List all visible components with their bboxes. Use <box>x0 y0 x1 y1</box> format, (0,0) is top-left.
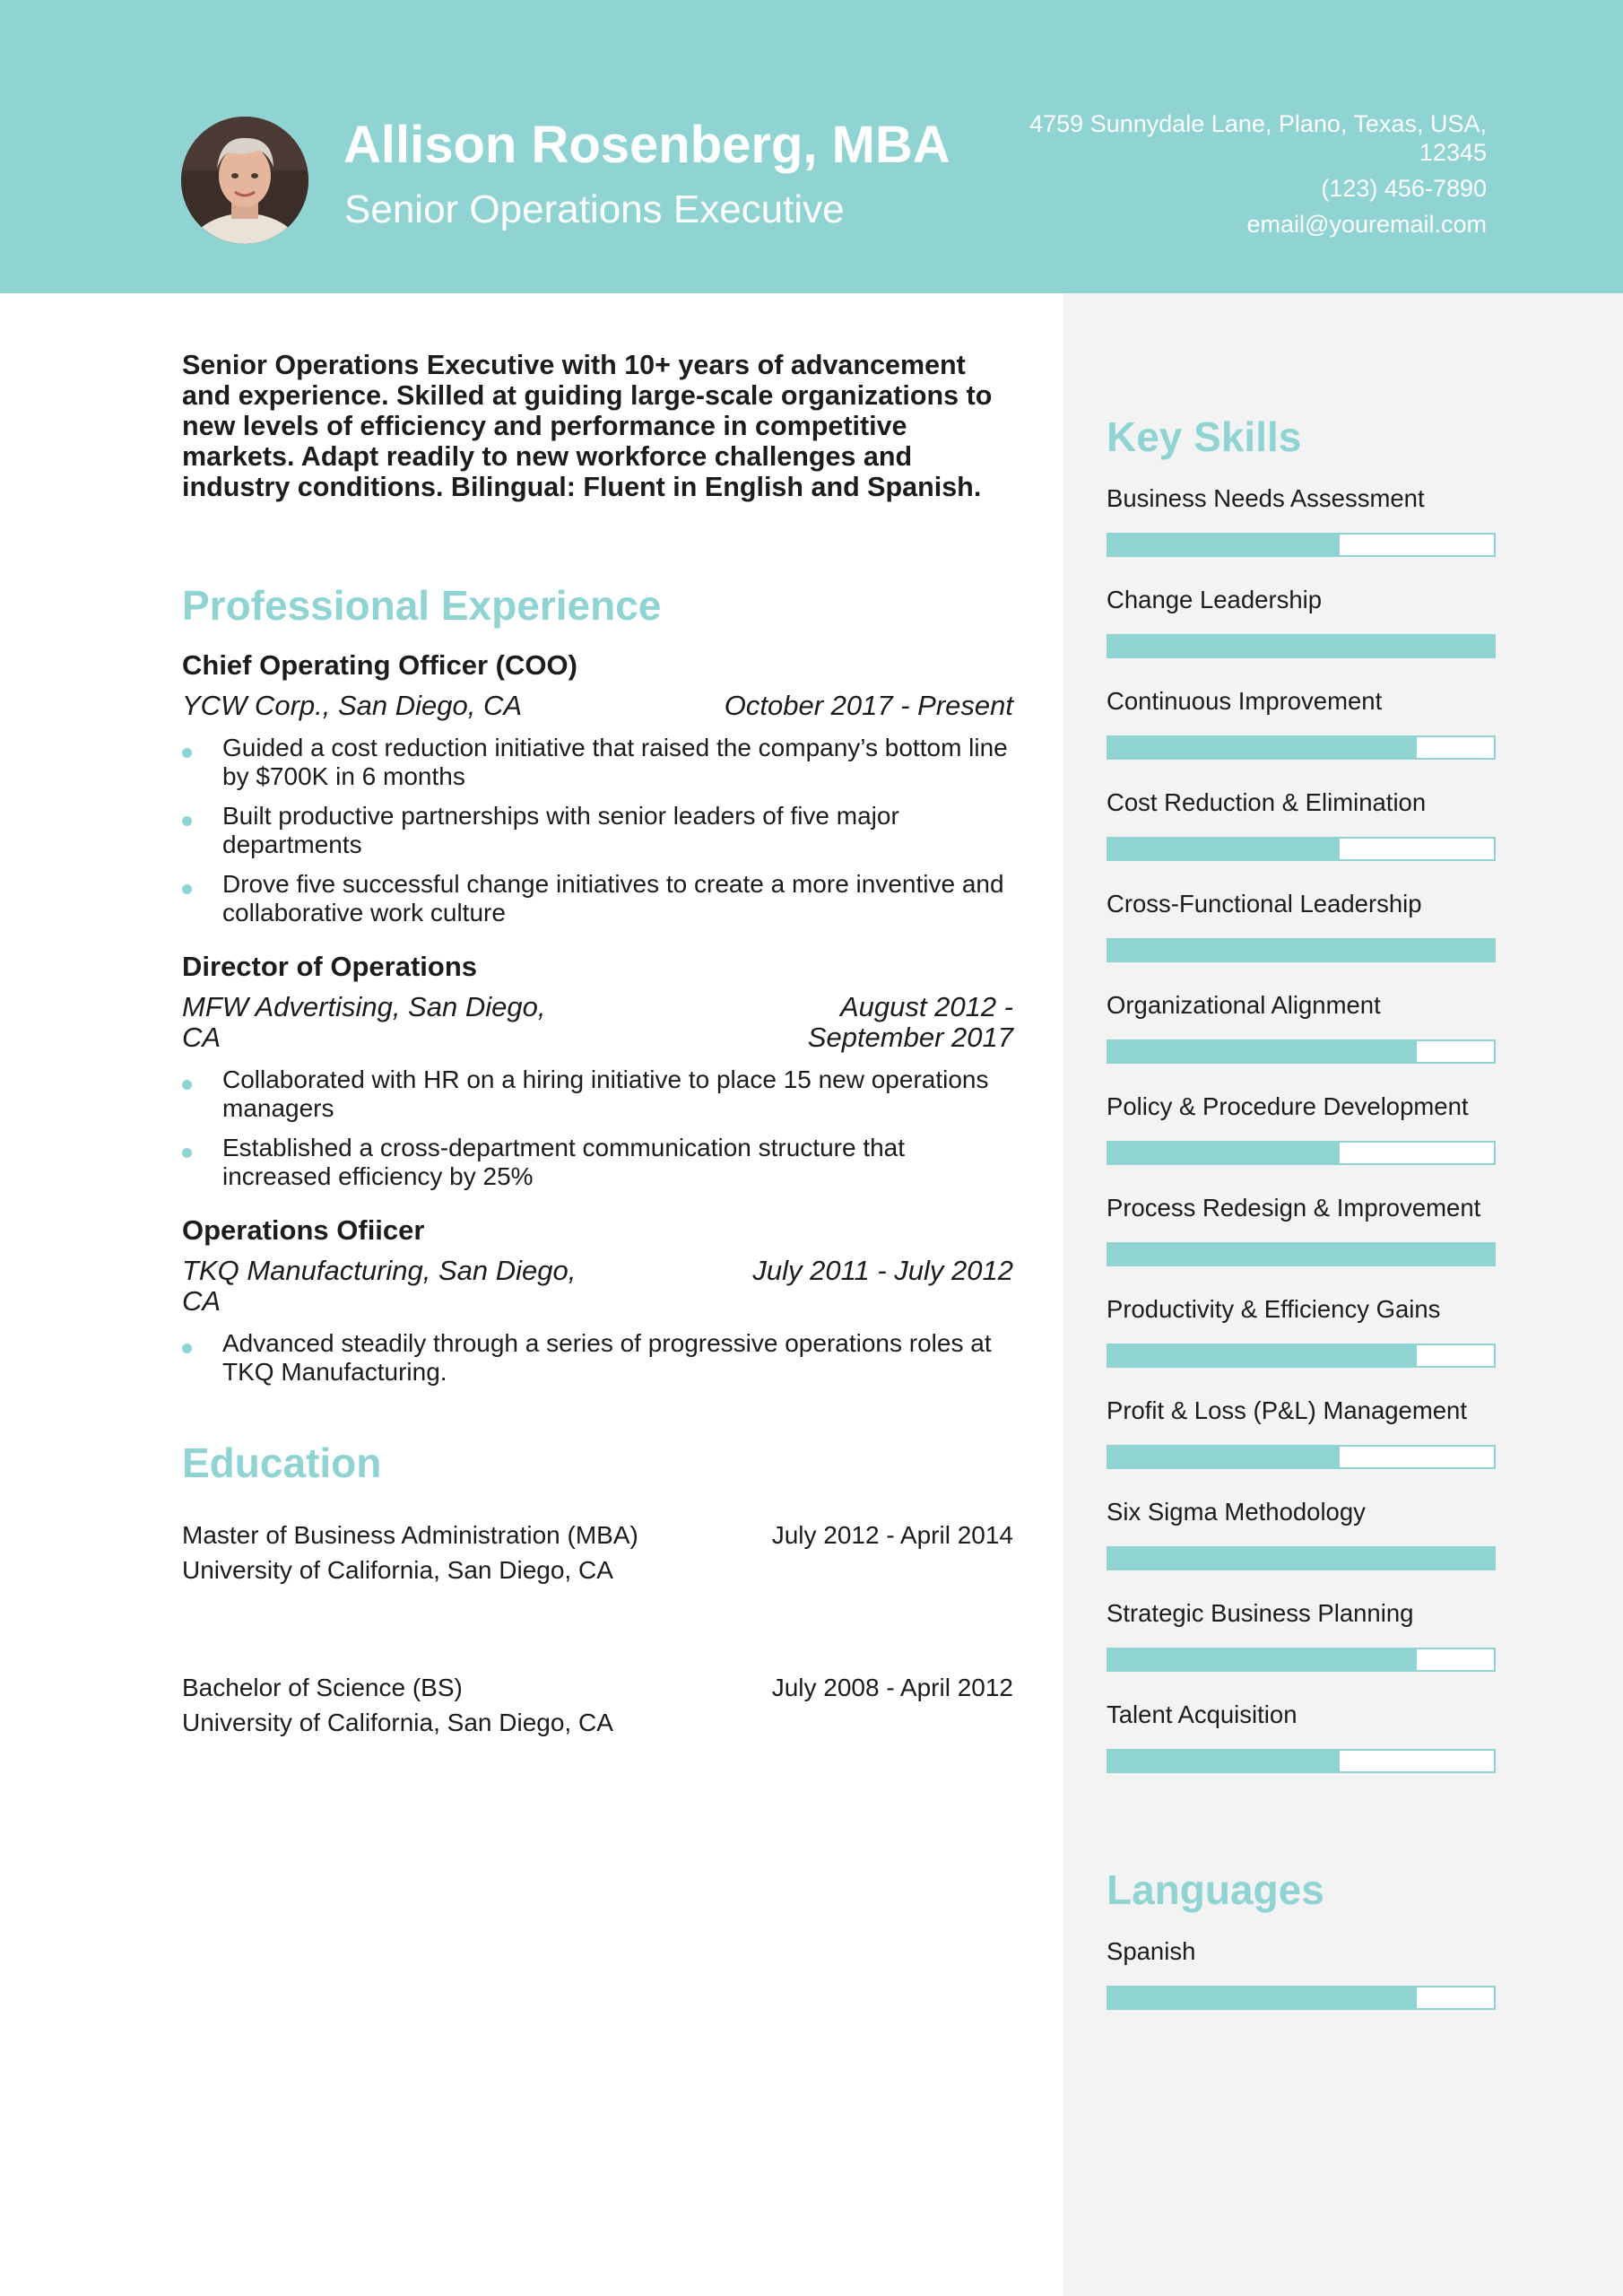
education-dates: July 2008 - April 2012 <box>771 1674 1013 1701</box>
skill-name: Policy & Procedure Development <box>1107 1092 1469 1120</box>
bullet-dot-icon <box>182 1148 192 1158</box>
skill-level-fill <box>1108 1143 1340 1163</box>
skill-name: Process Redesign & Improvement <box>1107 1194 1481 1222</box>
skill-level-fill <box>1108 737 1417 758</box>
email[interactable]: email@youremail.com <box>1246 211 1487 238</box>
skill-item <box>1107 1498 1496 1599</box>
bullet-item: Established a cross-department communication structure that increased efficiency by 25% <box>182 1134 1013 1191</box>
skill-level-fill <box>1108 1244 1494 1265</box>
job-entry <box>182 951 1013 1191</box>
skill-item <box>1107 1396 1496 1498</box>
bullet-dot-icon <box>182 1344 192 1353</box>
skill-level-fill <box>1108 1987 1417 2008</box>
education-heading: Education <box>182 1439 382 1486</box>
skill-level-bar <box>1107 1749 1496 1773</box>
skill-item <box>1107 991 1496 1092</box>
avatar <box>181 117 308 244</box>
skill-level-bar <box>1107 634 1496 658</box>
skill-level-fill <box>1108 1548 1494 1569</box>
skill-level-fill <box>1108 1649 1417 1670</box>
skill-item <box>1107 1092 1496 1194</box>
job-bullets <box>182 734 1013 927</box>
skill-item <box>1107 484 1496 586</box>
skills-list <box>1107 484 1496 1802</box>
address: 4759 Sunnydale Lane, Plano, Texas, USA, 12345 <box>1029 110 1487 166</box>
skill-level-bar <box>1107 1039 1496 1064</box>
skill-name: Six Sigma Methodology <box>1107 1498 1366 1526</box>
job-dates: July 2011 - July 2012 <box>752 1255 1013 1286</box>
bullet-dot-icon <box>182 884 192 894</box>
job-entry <box>182 1214 1013 1387</box>
skill-name: Continuous Improvement <box>1107 687 1383 715</box>
skill-name: Profit & Loss (P&L) Management <box>1107 1396 1467 1424</box>
job-dates: August 2012 - September 2017 <box>807 991 1013 1053</box>
skill-name: Change Leadership <box>1107 586 1323 613</box>
skill-name: Cost Reduction & Elimination <box>1107 788 1427 816</box>
skill-level-fill <box>1108 1345 1417 1366</box>
bullet-item: Advanced steadily through a series of progressive operations roles at TKQ Manufacturing. <box>182 1329 1013 1387</box>
education-entry <box>182 1518 1013 1587</box>
job-title: Director of Operations <box>182 951 477 982</box>
education-dates: July 2012 - April 2014 <box>771 1521 1013 1549</box>
skill-level-bar <box>1107 735 1496 760</box>
skill-item <box>1107 788 1496 890</box>
candidate-name: Allison Rosenberg, MBA <box>343 116 950 174</box>
skill-name: Cross-Functional Leadership <box>1107 890 1422 918</box>
skills-section <box>1107 413 1496 1802</box>
skill-item <box>1107 1295 1496 1396</box>
job-company: TKQ Manufacturing, San Diego, CA <box>182 1255 577 1317</box>
bullet-dot-icon <box>182 748 192 758</box>
skill-item <box>1107 1937 1496 2039</box>
skill-level-fill <box>1108 839 1340 859</box>
skill-level-fill <box>1108 1041 1417 1062</box>
skill-name: Strategic Business Planning <box>1107 1599 1414 1627</box>
experience-heading: Professional Experience <box>182 582 662 629</box>
skill-level-bar <box>1107 1344 1496 1368</box>
skill-item <box>1107 586 1496 687</box>
bullet-item: Collaborated with HR on a hiring initiative to place 15 new operations managers <box>182 1065 1013 1123</box>
skill-item <box>1107 687 1496 788</box>
skill-level-bar <box>1107 1648 1496 1672</box>
skill-level-fill <box>1108 940 1494 961</box>
skill-level-bar <box>1107 1986 1496 2010</box>
bullet-dot-icon <box>182 1080 192 1090</box>
bullet-item: Drove five successful change initiatives to create a more inventive and collaborative work culture <box>182 870 1013 927</box>
degree: Master of Business Administration (MBA) <box>182 1521 638 1549</box>
skill-level-bar <box>1107 533 1496 557</box>
header-banner <box>0 0 1623 293</box>
job-bullets <box>182 1329 1013 1387</box>
degree: Bachelor of Science (BS) <box>182 1674 463 1701</box>
skill-item <box>1107 1194 1496 1295</box>
job-entry <box>182 649 1013 927</box>
contact-block <box>1020 109 1487 239</box>
languages-heading: Languages <box>1107 1866 1324 1913</box>
languages-section <box>1107 1866 1496 2039</box>
skills-heading: Key Skills <box>1107 413 1302 460</box>
skill-item <box>1107 1700 1496 1802</box>
skill-level-bar <box>1107 837 1496 861</box>
languages-list <box>1107 1937 1496 2039</box>
bullet-item: Guided a cost reduction initiative that raised the company’s bottom line by $700K in 6 months <box>182 734 1013 791</box>
phone: (123) 456-7890 <box>1321 175 1487 202</box>
skill-level-fill <box>1108 1751 1340 1771</box>
skill-name: Organizational Alignment <box>1107 991 1381 1019</box>
school: University of California, San Diego, CA <box>182 1709 613 1736</box>
candidate-title: Senior Operations Executive <box>344 187 845 231</box>
bullet-item: Built productive partnerships with senior leaders of five major departments <box>182 802 1013 859</box>
job-title: Operations Ofiicer <box>182 1214 425 1246</box>
skill-level-fill <box>1108 636 1494 657</box>
skill-level-bar <box>1107 1546 1496 1570</box>
skill-level-bar <box>1107 1141 1496 1165</box>
job-company: YCW Corp., San Diego, CA <box>182 690 523 721</box>
job-bullets <box>182 1065 1013 1191</box>
education-entry <box>182 1670 1013 1740</box>
bullet-dot-icon <box>182 816 192 826</box>
skill-level-bar <box>1107 1445 1496 1469</box>
skill-level-bar <box>1107 1242 1496 1266</box>
school: University of California, San Diego, CA <box>182 1556 613 1584</box>
skill-level-fill <box>1108 535 1340 555</box>
job-dates: October 2017 - Present <box>724 690 1013 721</box>
portrait-photo <box>181 117 308 244</box>
job-title: Chief Operating Officer (COO) <box>182 649 577 681</box>
skill-level-bar <box>1107 938 1496 962</box>
skill-name: Spanish <box>1107 1937 1196 1965</box>
job-company: MFW Advertising, San Diego, CA <box>182 991 546 1053</box>
summary: Senior Operations Executive with 10+ years of advancement and experience. Skilled at guiding large-scale organizations to new levels of efficiency and performance in competitive markets. Adapt readily to new workforce challenges and industry conditions. Bilingual: Fluent in English and Spanish. <box>182 350 993 502</box>
skill-item <box>1107 890 1496 991</box>
skill-item <box>1107 1599 1496 1700</box>
skill-level-fill <box>1108 1447 1340 1467</box>
skill-name: Productivity & Efficiency Gains <box>1107 1295 1441 1323</box>
skill-name: Business Needs Assessment <box>1107 484 1425 512</box>
main-column <box>182 350 1013 1740</box>
skill-name: Talent Acquisition <box>1107 1700 1298 1728</box>
